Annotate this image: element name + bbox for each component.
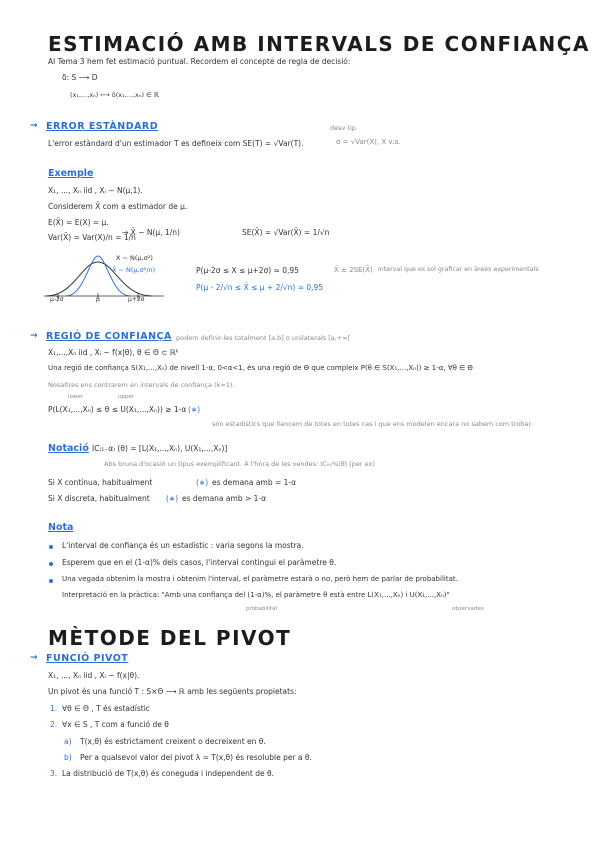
notation-line: Si X discreta, habitualment	[48, 494, 150, 503]
interval-probability: P(L(X₁,...,Xₙ) ≤ θ ≤ U(X₁,...,Xₙ)) ≥ 1-α	[48, 405, 187, 414]
section-title: MÈTODE DEL PIVOT	[48, 626, 292, 650]
bullet-icon	[49, 579, 53, 583]
decision-rule-map: (x₁,...,xₙ) ⟼ δ(x₁,...,xₙ) ∈ ℝ	[70, 91, 159, 99]
example-line: → X̄ ~ N(μ, 1/n)	[122, 228, 180, 237]
notation-formula: IC₍₁₋α₎ (θ) = [L(X₁,...,Xₙ), U(X₁,...,Xₙ)]	[92, 444, 228, 453]
plot-label: X̄ ~ N(μ,σ²/n)	[112, 266, 156, 274]
arrow-icon: →	[30, 121, 38, 131]
equation-tag: (∗)	[166, 494, 179, 503]
tick-label: μ-2σ	[50, 296, 64, 303]
example-line: SE(X̄) = √Var(X̄) = 1/√n	[242, 228, 330, 237]
probability-line: P(μ - 2/√n ≤ X̄ ≤ μ + 2/√n) ≈ 0,95	[196, 283, 324, 292]
plot-label: X ~ N(μ,σ²)	[116, 254, 153, 262]
pivot-line: X₁, ..., Xₙ iid , Xᵢ ~ f(x|θ).	[48, 671, 140, 680]
example-heading: Exemple	[48, 168, 94, 179]
pivot-subproperty: T(x,θ) és estrictament creixent o decreixent en θ.	[80, 737, 266, 746]
region-note: són estadístics que llancem de totes en totes cas i que ens modelen encara no sabem com trobar.	[212, 420, 533, 428]
probability-line: P(μ-2σ ≤ X ≤ μ+2σ) ≈ 0,95	[196, 266, 299, 275]
margin-note-top: desv tip	[330, 124, 356, 132]
list-number: 1.	[50, 704, 58, 713]
equation-tag: (∗)	[196, 478, 209, 487]
pivot-property: ∀x ∈ S , T com a funció de θ	[62, 720, 169, 729]
notation-line: Si X contínua, habitualment	[48, 478, 153, 487]
lower-label: lower	[68, 394, 84, 400]
side-note: podem definir-les totalment [a,b] o unilaterals [a,+∞[	[176, 334, 351, 342]
arrow-icon: →	[30, 653, 38, 663]
under-note: probabilitat	[246, 606, 278, 612]
list-number: 3.	[50, 769, 58, 778]
nota-bullet: Esperem que en el (1-α)% dels casos, l'interval contingui el paràmetre θ.	[62, 558, 337, 567]
section-heading-region: REGIÓ DE CONFIANÇA	[46, 331, 172, 342]
example-line: Var(X̄) = Var(X)/n = 1/n	[48, 233, 136, 242]
section-heading-error: ERROR ESTÀNDARD	[46, 121, 159, 132]
pivot-subproperty: Per a qualsevol valor del pivot λ = T(x,θ) és resoluble per a θ.	[80, 753, 312, 762]
upper-label: upper	[118, 394, 135, 400]
margin-note: σ = √Var(X), X v.a.	[336, 138, 401, 146]
region-line: X₁,...,Xₙ iid , Xᵢ ~ f(x|θ), θ ∈ Θ ⊂ ℝᵏ	[48, 348, 179, 357]
list-letter: a)	[64, 737, 72, 746]
tick-label: μ+2σ	[128, 296, 145, 303]
under-note: observades	[452, 606, 484, 612]
pivot-line: Un pivot és una funció T : S×Θ ⟶ ℝ amb les següents propietats:	[48, 687, 297, 696]
bullet-icon	[49, 562, 53, 566]
list-number: 2.	[50, 720, 58, 729]
interval-expression: X̄ ± 2SE(X̄)	[334, 266, 373, 274]
bullet-icon	[49, 545, 53, 549]
interval-note: interval que es sol graficar en àrees experimentals	[378, 266, 539, 273]
notation-heading: Notació	[48, 443, 89, 454]
pivot-property: La distribució de T(x,θ) és coneguda i independent de θ.	[62, 769, 274, 778]
example-line: E(X̄) = E(X) = μ.	[48, 218, 109, 227]
example-line: Considerem X̄ com a estimador de μ.	[48, 202, 188, 211]
region-line: Nosaltres ens centrarem en intervals de confiança (k=1).	[48, 381, 235, 389]
equation-tag: (∗)	[188, 405, 201, 414]
page-title: ESTIMACIÓ AMB INTERVALS DE CONFIANÇA	[48, 32, 590, 56]
tick-label: μ	[96, 296, 100, 303]
intro-line: Al Tema 3 hem fet estimació puntual. Recordem el concepte de regla de decisió:	[48, 57, 351, 66]
nota-bullet: Interpretació en la pràctica: "Amb una confiança del (1-α)%, el paràmetre θ està entre L(X₁,...,Xₙ) i U(X₁,...,Xₙ)"	[62, 591, 450, 599]
notation-line: es demana amb > 1-α	[182, 494, 267, 503]
list-letter: b)	[64, 753, 72, 762]
decision-rule: δ: S ⟶ D	[62, 73, 98, 82]
example-line: X₁, ..., Xₙ iid , Xᵢ ~ N(μ,1).	[48, 186, 143, 195]
nota-heading: Nota	[48, 522, 74, 533]
section-heading-pivot: FUNCIÓ PIVOT	[46, 653, 129, 664]
region-definition: Una regió de confiança S(X₁,...,Xₙ) de nivell 1-α, 0<α<1, és una regió de Θ que compleix P(θ ∈ S(X₁,...,Xₙ)) ≥ 1-α, ∀θ ∈ Θ	[48, 364, 473, 372]
error-definition: L'error estàndard d'un estimador T es defineix com SE(T) = √Var(T).	[48, 139, 304, 148]
notation-line: es demana amb = 1-α	[212, 478, 297, 487]
pivot-property: ∀θ ∈ Θ , T és estadístic	[62, 704, 150, 713]
nota-bullet: L'interval de confiança és un estadístic : varia segons la mostra.	[62, 541, 304, 550]
arrow-icon: →	[30, 331, 38, 341]
nota-bullet: Una vegada obtenim la mostra i obtenim l'interval, el paràmetre estarà o no, però hem de parlar de probabilitat.	[62, 575, 458, 583]
notation-note: Abs bruna d'ocasió un tipus exemplificant. A l'hora de les vendes: IC₉₅%(θ) (per ex)	[104, 460, 375, 468]
